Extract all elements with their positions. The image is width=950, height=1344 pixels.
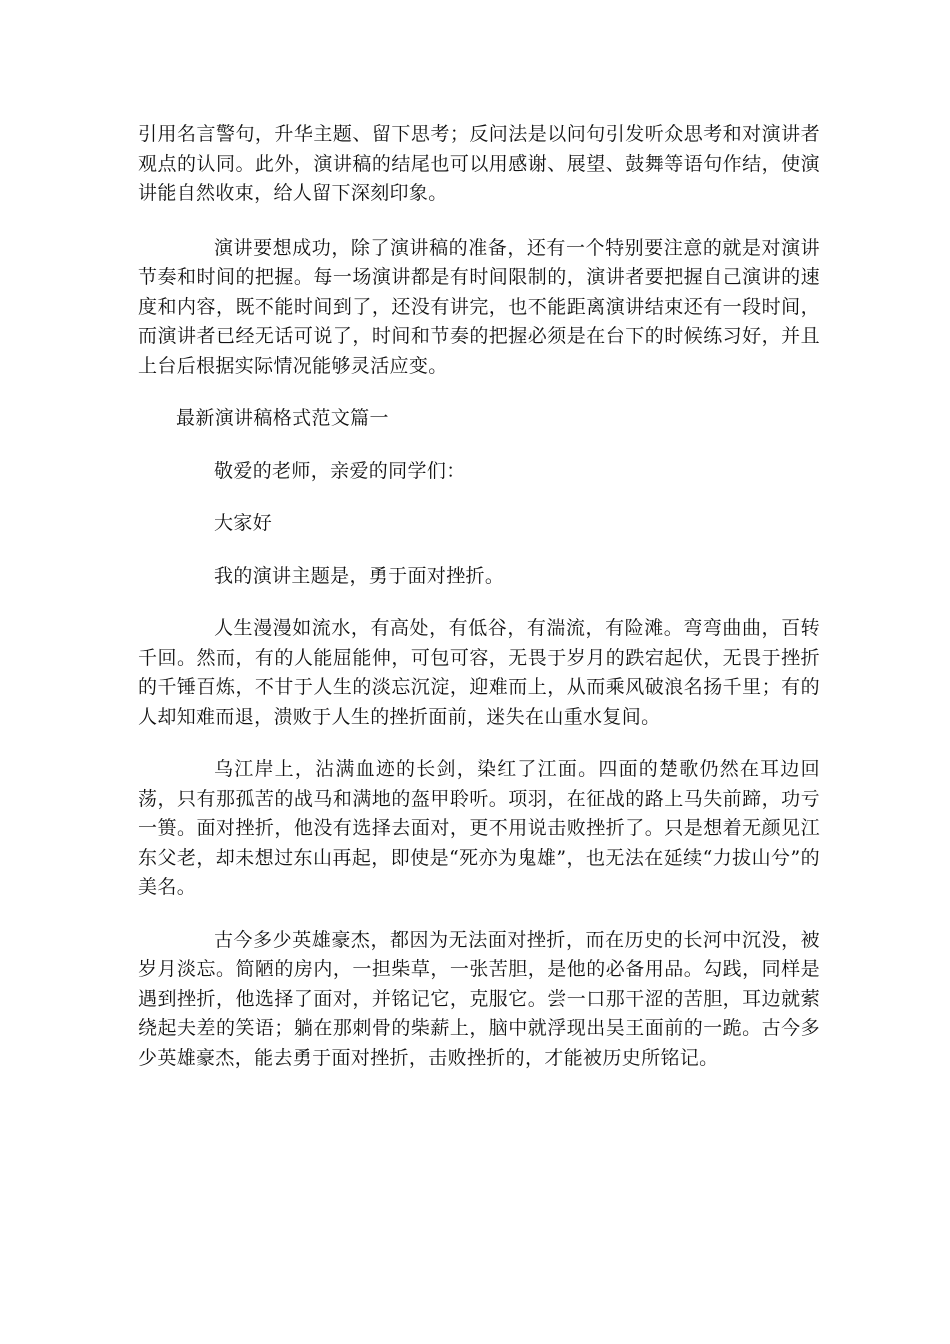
document-page	[138, 120, 820, 1073]
conclusion-technique-paragraph: 引用名言警句，升华主题、留下思考；反问法是以问句引发听众思考和对演讲者观点的认同。此外，演讲稿的结尾也可以用感谢、展望、鼓舞等语句作结，使演讲能自然收束，给人留下深刻印象。	[138, 123, 820, 204]
life-flow-paragraph: 人生漫漫如流水，有高处，有低谷，有湍流，有险滩。弯弯曲曲，百转千回。然而，有的人能屈能伸，可包可容，无畏于岁月的跌宕起伏，无畏于挫折的千锤百炼，不甘于人生的淡忘沉淀，迎难而上，从而乘风破浪名扬千里；有的人却知难而退，溃败于人生的挫折面前，迷失在山重水复间。	[138, 617, 820, 728]
xiang-yu-paragraph: 乌江岸上，沾满血迹的长剑，染红了江面。四面的楚歌仍然在耳边回荡，只有那孤苦的战马和满地的盔甲聆听。项羽，在征战的路上马失前蹄，功亏一篑。面对挫折，他没有选择去面对，更不用说击败挫折了。只是想着无颜见江东父老，却未想过东山再起，即使是“死亦为鬼雄”，也无法在延续“力拔山兮”的美名。	[138, 758, 820, 898]
speech-topic-line: 我的演讲主题是，勇于面对挫折。	[214, 564, 505, 587]
greeting-line: 大家好	[214, 512, 273, 534]
gou-jian-paragraph: 古今多少英雄豪杰，都因为无法面对挫折，而在历史的长河中沉没，被岁月淡忘。简陋的房内，一担柴草，一张苦胆，是他的必备用品。勾践，同样是遇到挫折，他选择了面对，并铭记它，克服它。尝一口那干涩的苦胆，耳边就萦绕起夫差的笑语；躺在那刺骨的柴薪上，脑中就浮现出吴王面前的一跪。古今多少英雄豪杰，能去勇于面对挫折，击败挫折的，才能被历史所铭记。	[138, 928, 820, 1069]
salutation-line: 敬爱的老师，亲爱的同学们：	[214, 459, 466, 482]
timing-paragraph: 演讲要想成功，除了演讲稿的准备，还有一个特别要注意的就是对演讲节奏和时间的把握。每一场演讲都是有时间限制的，演讲者要把握自己演讲的速度和内容，既不能时间到了，还没有讲完，也不能距离演讲结束还有一段时间，而演讲者已经无话可说了，时间和节奏的把握必须是在台下的时候练习好，并且上台后根据实际情况能够灵活应变。	[138, 236, 820, 377]
sample-title: 最新演讲稿格式范文篇一	[176, 407, 389, 429]
